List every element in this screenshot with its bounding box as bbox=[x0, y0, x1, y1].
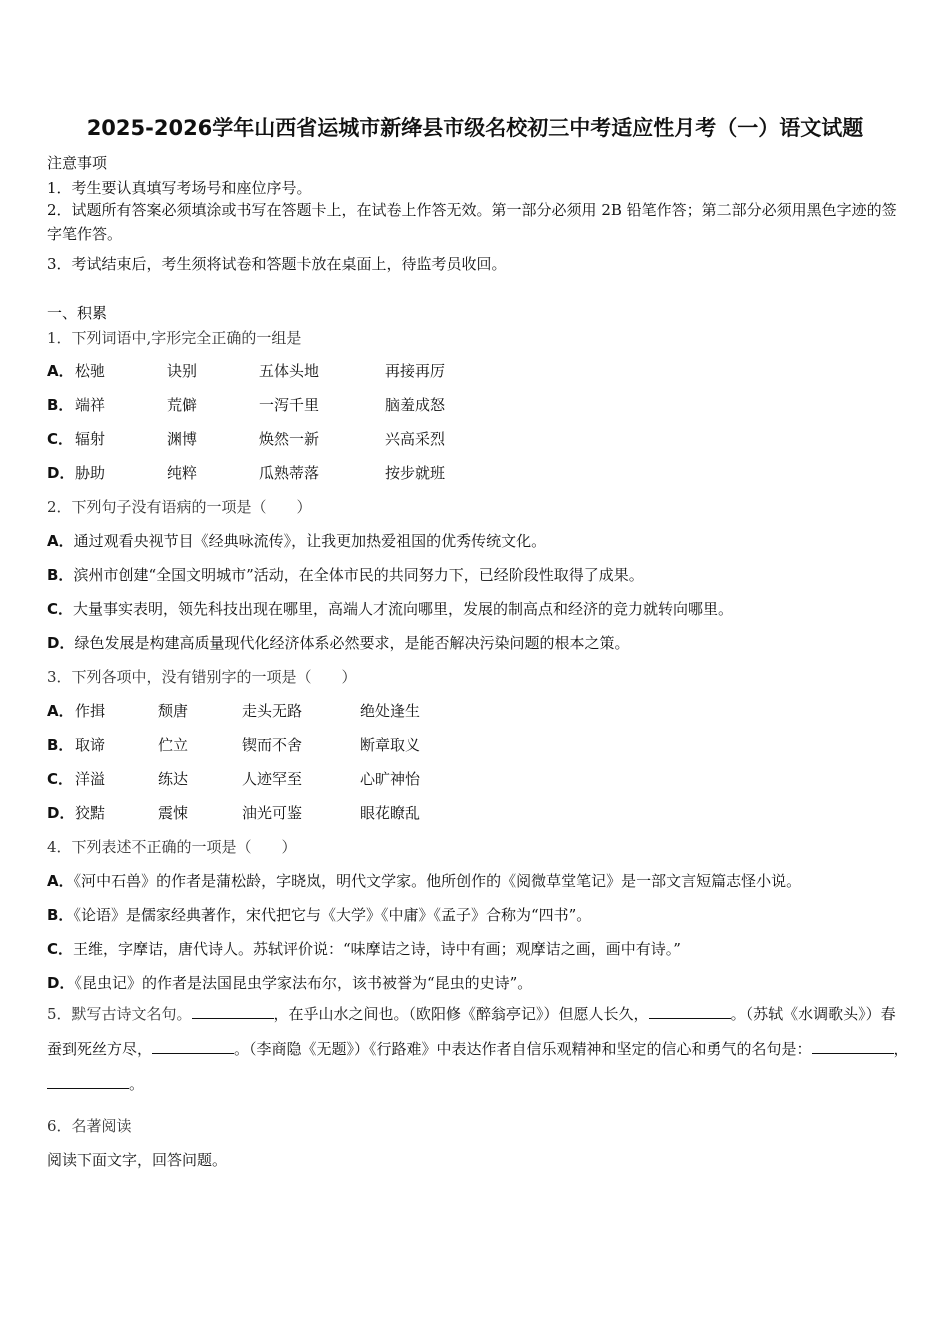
option-label: C． bbox=[47, 600, 74, 618]
option-label: C． bbox=[47, 770, 74, 788]
question-stem: 2．下列句子没有语病的一项是（ ） bbox=[47, 498, 312, 516]
question-stem: 6．名著阅读 bbox=[47, 1117, 132, 1135]
option-word: 洋溢 bbox=[75, 770, 106, 788]
option-label: C． bbox=[47, 940, 74, 958]
option-word: 取谛 bbox=[75, 736, 106, 754]
option-label: A． bbox=[47, 872, 74, 890]
option-row bbox=[47, 564, 644, 585]
q5-text: 。（苏轼《水调歌头》）春蚕到死丝方尽， bbox=[47, 1005, 896, 1058]
option-text: 《论语》是儒家经典著作，宋代把它与《大学》《中庸》《孟子》合称为“四书”。 bbox=[73, 906, 592, 924]
option-word: 脑羞成怒 bbox=[385, 396, 446, 414]
reading-intro: 阅读下面文字，回答问题。 bbox=[47, 1151, 228, 1169]
option-text: 大量事实表明，领先科技出现在哪里，高端人才流向哪里，发展的制高点和经济的竞力就转向哪里。 bbox=[73, 600, 734, 618]
answer-blank[interactable] bbox=[649, 1004, 731, 1019]
option-word: 震悚 bbox=[158, 804, 189, 822]
question-stem: 1．下列词语中,字形完全正确的一组是 bbox=[47, 329, 302, 347]
option-text: 王维，字摩诘，唐代诗人。苏轼评价说：“味摩诘之诗，诗中有画；观摩诘之画，画中有诗。” bbox=[73, 940, 681, 958]
option-word: 人迹罕至 bbox=[242, 770, 303, 788]
option-text: 《河中石兽》的作者是蒲松龄，字晓岚，明代文学家。他所创作的《阅微草堂笔记》是一部文言短篇志怪小说。 bbox=[73, 872, 802, 890]
answer-blank[interactable] bbox=[152, 1039, 234, 1054]
option-word: 锲而不舍 bbox=[242, 736, 303, 754]
option-row bbox=[47, 904, 591, 925]
option-word: 诀别 bbox=[167, 362, 198, 380]
option-word: 狡黠 bbox=[75, 804, 106, 822]
section-heading: 一、积累 bbox=[47, 304, 108, 322]
option-text: 《昆虫记》的作者是法国昆虫学家法布尔，该书被誉为“昆虫的史诗”。 bbox=[74, 974, 533, 992]
page-title: 2025-2026学年山西省运城市新绛县市级名校初三中考适应性月考（一）语文试题 bbox=[86, 116, 864, 140]
option-row bbox=[47, 938, 681, 959]
question-stem: 3．下列各项中，没有错别字的一项是（ ） bbox=[47, 668, 357, 686]
answer-blank[interactable] bbox=[47, 1074, 129, 1089]
option-label: B． bbox=[47, 566, 74, 584]
option-label: D． bbox=[47, 464, 75, 482]
option-word: 走头无路 bbox=[242, 702, 303, 720]
option-word: 瓜熟蒂落 bbox=[259, 464, 320, 482]
option-word: 颓唐 bbox=[158, 702, 189, 720]
q5-text: ，在乎山水之间也。（欧阳修《醉翁亭记》）但愿人长久， bbox=[273, 1005, 649, 1023]
notice-item: 3．考试结束后，考生须将试卷和答题卡放在桌面上，待监考员收回。 bbox=[47, 255, 507, 273]
option-text: 滨州市创建“全国文明城市”活动，在全体市民的共同努力下，已经阶段性取得了成果。 bbox=[73, 566, 644, 584]
option-word: 渊博 bbox=[167, 430, 198, 448]
option-label: B． bbox=[47, 736, 74, 754]
q5-text: 。 bbox=[129, 1075, 145, 1093]
question-stem: 5．默写古诗文名句。 bbox=[47, 1005, 192, 1023]
option-word: 兴高采烈 bbox=[385, 430, 446, 448]
option-label: A． bbox=[47, 702, 74, 720]
option-row bbox=[47, 972, 532, 993]
option-word: 焕然一新 bbox=[259, 430, 320, 448]
option-label: A． bbox=[47, 532, 74, 550]
option-label: D． bbox=[47, 804, 75, 822]
option-label: C． bbox=[47, 430, 74, 448]
option-word: 端祥 bbox=[75, 396, 106, 414]
q5-text: 。（李商隐《无题》）《行路难》中表达作者自信乐观精神和坚定的信心和勇气的名句是： bbox=[234, 1040, 812, 1058]
option-row bbox=[47, 632, 629, 653]
q5-fill-in bbox=[47, 997, 909, 1102]
option-word: 伫立 bbox=[158, 736, 189, 754]
answer-blank[interactable] bbox=[812, 1039, 894, 1054]
option-word: 一泻千里 bbox=[259, 396, 320, 414]
option-word: 油光可鉴 bbox=[242, 804, 303, 822]
option-word: 松驰 bbox=[75, 362, 106, 380]
option-text: 通过观看央视节目《经典咏流传》，让我更加热爱祖国的优秀传统文化。 bbox=[73, 532, 547, 550]
option-word: 再接再厉 bbox=[385, 362, 446, 380]
option-word: 作揖 bbox=[75, 702, 106, 720]
option-word: 胁助 bbox=[75, 464, 106, 482]
notice-item: 2．试题所有答案必须填涂或书写在答题卡上，在试卷上作答无效。第一部分必须用 2B 铅笔作答；第二部分必须用黑色字迹的签字笔作答。 bbox=[47, 201, 897, 243]
option-word: 心旷神怡 bbox=[360, 770, 421, 788]
option-word: 辐射 bbox=[75, 430, 106, 448]
notice-item: 1．考生要认真填写考场号和座位序号。 bbox=[47, 179, 312, 197]
option-label: B． bbox=[47, 906, 74, 924]
option-text: 绿色发展是构建高质量现代化经济体系必然要求，是能否解决污染问题的根本之策。 bbox=[74, 634, 630, 652]
option-word: 纯粹 bbox=[167, 464, 198, 482]
notice-heading: 注意事项 bbox=[47, 154, 108, 172]
option-label: D． bbox=[47, 974, 75, 992]
option-label: A． bbox=[47, 362, 74, 380]
q5-text: ， bbox=[893, 1040, 909, 1058]
option-row bbox=[47, 530, 546, 551]
option-label: D． bbox=[47, 634, 75, 652]
option-word: 绝处逢生 bbox=[360, 702, 421, 720]
option-word: 五体头地 bbox=[259, 362, 320, 380]
option-row bbox=[47, 598, 733, 619]
option-row bbox=[47, 870, 801, 891]
answer-blank[interactable] bbox=[192, 1004, 274, 1019]
option-word: 眼花瞭乱 bbox=[360, 804, 421, 822]
option-word: 荒僻 bbox=[167, 396, 198, 414]
option-word: 断章取义 bbox=[360, 736, 421, 754]
option-word: 练达 bbox=[158, 770, 189, 788]
option-label: B． bbox=[47, 396, 74, 414]
question-stem: 4．下列表述不正确的一项是（ ） bbox=[47, 838, 297, 856]
option-word: 按步就班 bbox=[385, 464, 446, 482]
